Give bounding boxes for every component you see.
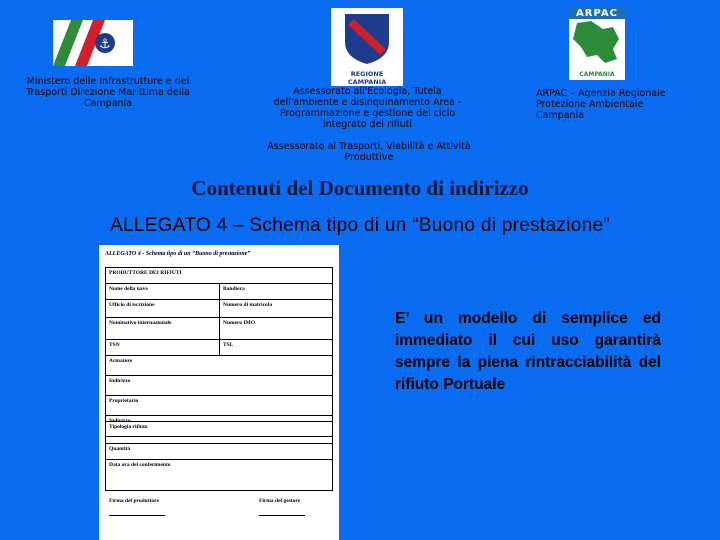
campania-map-icon — [569, 19, 625, 67]
form-row: Indirizzo — [106, 376, 332, 396]
ministry-text: Ministero delle Infrastrutture e dei Trasporti Direzione Marittima della Campania — [26, 76, 190, 109]
campania-shield-icon — [331, 8, 403, 66]
form-row-left: Nome della nave — [109, 286, 148, 292]
coast-guard-anchor-icon — [53, 20, 133, 66]
manager-signature-label: Firma del gestore — [259, 498, 301, 504]
regione-campania-logo — [331, 8, 403, 86]
buono-prestazione-document — [99, 245, 339, 540]
form-row — [106, 284, 332, 300]
producer-form — [105, 267, 333, 437]
form-row-right: Bandiera — [219, 284, 248, 299]
arpac-logo — [569, 8, 625, 80]
page-subtitle: ALLEGATO 4 – Schema tipo di un “Buono di prestazione” — [110, 215, 610, 236]
form-row: Armatore — [106, 356, 332, 376]
document-heading: ALLEGATO 4 - Schema tipo di un “Buono di prestazione” — [105, 251, 251, 257]
regione-campania-text: REGIONE CAMPANIA — [331, 70, 403, 86]
form-row-left: TSN — [109, 342, 120, 348]
form-row — [106, 340, 332, 356]
producer-signature-line — [109, 515, 165, 516]
arpac-logo-text: ARPAC — [569, 8, 625, 19]
form-row-right: TSL — [219, 340, 236, 355]
arpac-campania-text: CAMPANIA — [579, 71, 615, 78]
manager-signature-line — [259, 515, 305, 516]
form-row: Indirizzo — [109, 418, 131, 424]
waste-form — [105, 421, 333, 491]
form-row — [106, 318, 332, 340]
form-row: Data ora del conferimento — [109, 462, 171, 468]
form-row: Proprietario — [106, 396, 332, 416]
transport-department-text: Assessorato ai Trasporti, Viabilità e Attività Produttive — [267, 141, 471, 163]
coast-guard-logo — [53, 20, 133, 66]
page-title: Contenuti del Documento di indirizzo — [191, 176, 529, 200]
arpac-text: ARPAC – Agenzia Regionale Protezione Ambientale Campania — [536, 88, 666, 121]
svg-text:⚓: ⚓ — [99, 37, 111, 52]
form-row-left: Ufficio di iscrizione — [109, 302, 155, 308]
description-text: E’ un modello di semplice ed immediato il cui uso garantirà sempre la piena rintracciabilità del rifiuto Portuale — [395, 310, 661, 393]
form-row-left: Nominativo internazionale — [109, 320, 172, 326]
form-row: Quantità — [106, 444, 332, 460]
form-row: Tipologia rifiuto — [106, 422, 332, 444]
form-row-right: Numero IMO — [219, 318, 258, 339]
form-row — [106, 300, 332, 318]
producer-signature-label: Firma del produttore — [109, 498, 159, 504]
form-section-header: PRODUTTORE DEI RIFIUTI — [106, 268, 332, 284]
form-row-right: Numero di matricola — [219, 300, 275, 317]
ecology-department-text: Assessorato all'Ecologia, Tutela dell'ambiente e disinquinamento Area - Programmazione e gestione del ciclo integrato dei rifiuti — [273, 86, 462, 130]
